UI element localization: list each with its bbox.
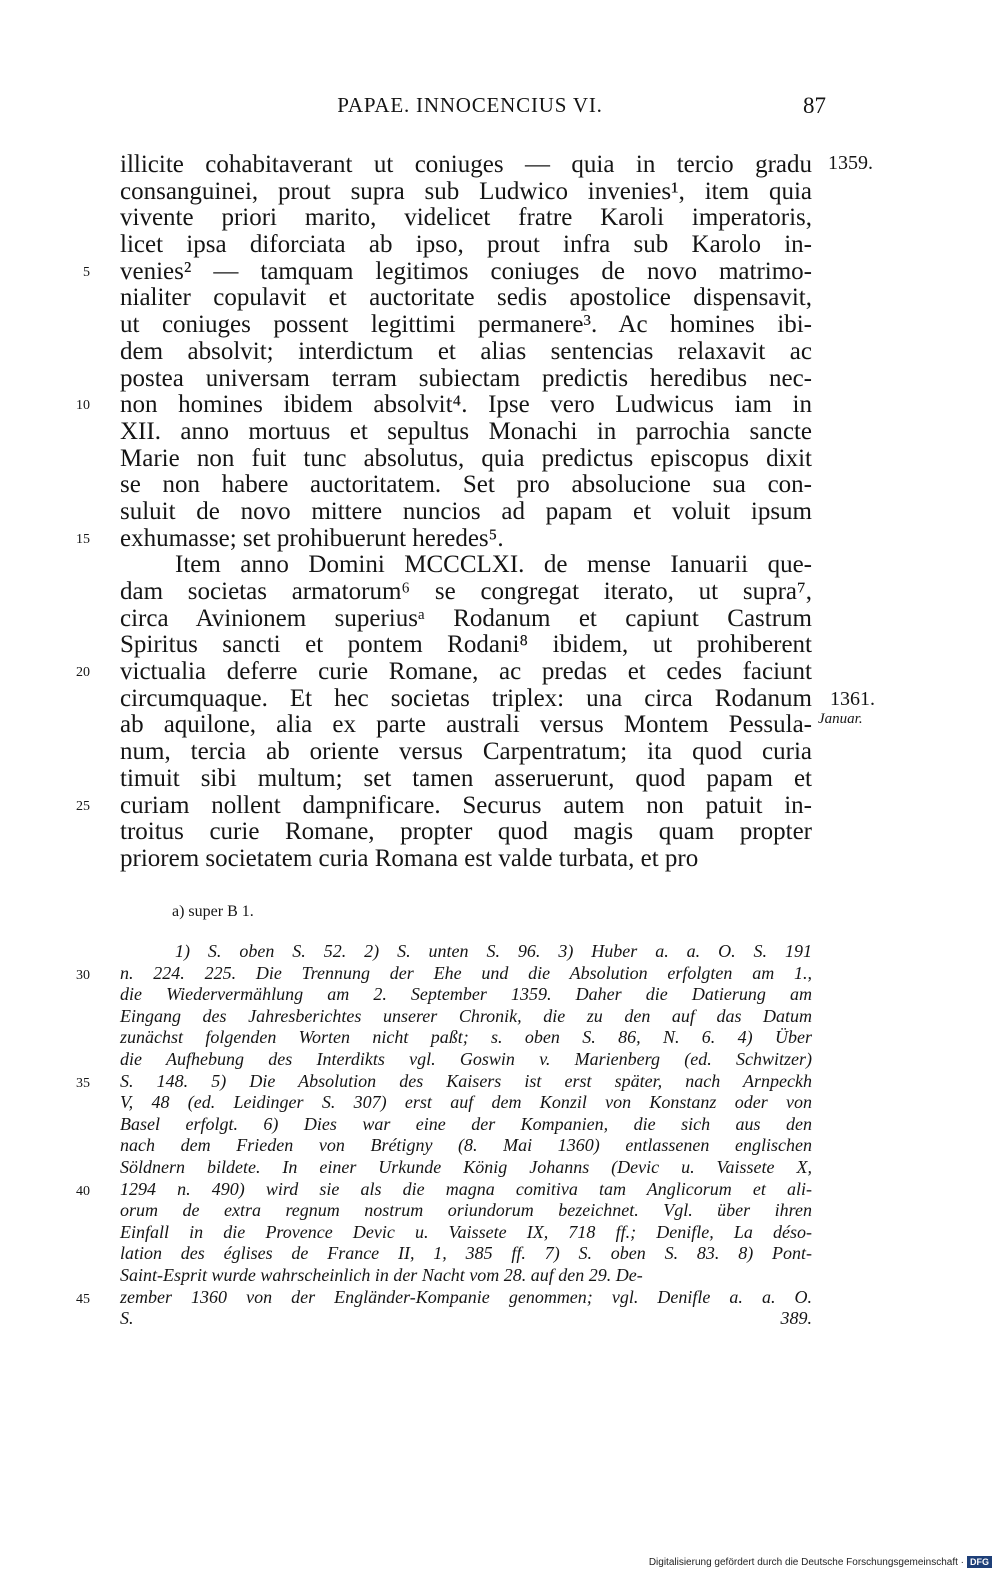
- line-number: 45: [76, 1291, 90, 1307]
- line-number: 15: [76, 531, 90, 547]
- footnote-line: [120, 1006, 812, 1028]
- footnote-line: [76, 1070, 812, 1093]
- text-line: [120, 285, 812, 312]
- line-text: Basel erfolgt. 6) Dies war eine der Kompanien, die sich aus den: [120, 1113, 812, 1134]
- line-text: illicite cohabitaverant ut coniuges — quia in tercio gradu: [120, 151, 812, 178]
- line-text: S. 389.: [120, 1308, 812, 1329]
- margin-year-note: 1361.: [830, 688, 875, 710]
- dfg-logo: DFG: [967, 1556, 992, 1568]
- line-text: victualia deferre curie Romane, ac predas et cedes faciunt: [120, 658, 812, 686]
- footnote-line: [120, 1027, 812, 1049]
- line-text: n. 224. 225. Die Trennung der Ehe und die Absolution erfolgten am 1.,: [120, 962, 812, 983]
- line-text: ab aquilone, alia ex parte australi versus Montem Pessula-: [120, 711, 812, 739]
- footnote-line: [120, 1308, 812, 1330]
- line-text: nialiter copulavit et auctoritate sedis apostolice dispensavit,: [120, 284, 812, 312]
- footnote-line: [120, 1243, 812, 1265]
- line-text: nach dem Frieden von Brétigny (8. Mai 1360) entlassenen englischen: [120, 1135, 812, 1156]
- text-line: [76, 791, 812, 820]
- text-line: [120, 179, 812, 206]
- footnote-line: [120, 1135, 812, 1157]
- line-text: Söldnern bildete. In einer Urkunde König Johanns (Devic u. Vaissete X,: [120, 1156, 812, 1177]
- footnote-line: [120, 941, 812, 963]
- footnote-line: [76, 1178, 812, 1201]
- text-line: [120, 312, 812, 339]
- line-number: 10: [76, 398, 90, 414]
- line-text: non homines ibidem absolvit⁴. Ipse vero Ludwicus iam in: [120, 391, 812, 419]
- footnote-line: [120, 1222, 812, 1244]
- line-text: circumquaque. Et hec societas triplex: una circa Rodanum: [120, 684, 812, 712]
- line-number: 25: [76, 798, 90, 814]
- line-text: curiam nollent dampnificare. Securus autem non patuit in-: [120, 791, 812, 819]
- line-text: circa Avinionem superiusᵃ Rodanum et capiunt Castrum: [120, 604, 812, 632]
- footnotes: [76, 941, 812, 1330]
- line-text: die Wiedervermählung am 2. September 1359. Daher die Datierung am: [120, 984, 812, 1005]
- text-line: [120, 366, 812, 393]
- line-number: 20: [76, 665, 90, 681]
- main-text: [76, 151, 812, 873]
- text-line: [120, 205, 812, 232]
- line-number: 40: [76, 1183, 90, 1199]
- line-text: dam societas armatorum⁶ se congregat iterato, ut supra⁷,: [120, 578, 812, 605]
- line-text: Eingang des Jahresberichtes unserer Chronik, die zu den auf das Datum: [120, 1005, 812, 1026]
- line-text: venies² — tamquam legitimos coniuges de novo matrimo-: [120, 257, 812, 285]
- line-text: zember 1360 von der Engländer-Kompanie genommen; vgl. Denifle a. a. O.: [120, 1286, 812, 1307]
- text-line: [120, 632, 812, 659]
- footnote-line: [120, 1200, 812, 1222]
- line-text: suluit de novo mittere nuncios ad papam et voluit ipsum: [120, 497, 812, 525]
- text-line: [120, 579, 812, 606]
- line-text: 1) S. oben S. 52. 2) S. unten S. 96. 3) Huber a. a. O. S. 191: [175, 941, 812, 961]
- line-text: S. 148. 5) Die Absolution des Kaisers ist erst später, nach Arnpeckh: [120, 1070, 812, 1091]
- footnote-line: [76, 1286, 812, 1309]
- text-line: [120, 232, 812, 259]
- footnote-line: [120, 1049, 812, 1071]
- line-text: Saint-Esprit wurde wahrscheinlich in der Nacht vom 28. auf den 29. De-: [120, 1264, 643, 1285]
- line-text: V, 48 (ed. Leidinger S. 307) erst auf dem Konzil von Konstanz oder von: [120, 1092, 812, 1113]
- credit-text: Digitalisierung gefördert durch die Deutsche Forschungsgemeinschaft ·: [648, 1556, 964, 1568]
- line-text: licet ipsa diforciata ab ipso, prout infra sub Karolo in-: [120, 231, 812, 259]
- line-text: 1294 n. 490) wird sie als die magna comitiva tam Anglicorum et ali-: [120, 1178, 812, 1199]
- margin-month-note: Januar.: [818, 711, 863, 727]
- running-title: PAPAE. INNOCENCIUS VI.: [337, 93, 603, 117]
- text-line: [120, 712, 812, 739]
- footnote-line: [120, 1157, 812, 1179]
- line-text: exhumasse; set prohibuerunt heredes⁵.: [120, 524, 504, 552]
- text-line: [120, 766, 812, 793]
- text-line: [120, 499, 812, 526]
- line-number: 35: [76, 1075, 90, 1091]
- line-text: orum de extra regnum nostrum oriundorum bezeichnet. Vgl. über ihren: [120, 1200, 812, 1221]
- line-text: consanguinei, prout supra sub Ludwico invenies¹, item quia: [120, 177, 812, 205]
- footnote-line: [120, 984, 812, 1006]
- line-text: zunächst folgenden Worten nicht paßt; s. oben S. 86, N. 6. 4) Über: [120, 1027, 812, 1048]
- line-text: postea universam terram subiectam predictis heredibus nec-: [120, 364, 812, 392]
- line-text: num, tercia ab oriente versus Carpentratum; ita quod curia: [120, 738, 812, 766]
- text-line: [120, 819, 812, 846]
- margin-year-note: 1359.: [828, 152, 873, 174]
- line-text: se non habere auctoritatem. Set pro absolucione sua con-: [120, 471, 812, 499]
- text-line: [120, 446, 812, 473]
- text-line: [120, 606, 812, 633]
- line-text: lation des églises de France II, 1, 385 ff. 7) S. oben S. 83. 8) Pont-: [120, 1243, 812, 1264]
- digitization-credit: [649, 1556, 992, 1568]
- text-line: [120, 846, 812, 873]
- text-line: [120, 686, 812, 713]
- line-text: die Aufhebung des Interdikts vgl. Goswin v. Marienberg (ed. Schwitzer): [120, 1048, 812, 1069]
- text-line: [76, 391, 812, 419]
- line-text: priorem societatem curia Romana est valde turbata, et pro: [120, 844, 699, 872]
- line-text: vivente priori marito, videlicet fratre Karoli imperatoris,: [120, 204, 812, 232]
- text-line: [120, 739, 812, 766]
- line-number: 30: [76, 967, 90, 983]
- line-text: timuit sibi multum; set tamen asseruerunt, quod papam et: [120, 764, 812, 792]
- footnote-line: [120, 1265, 812, 1287]
- line-text: dem absolvit; interdictum et alias sentencias relaxavit ac: [120, 337, 812, 365]
- text-line: [120, 339, 812, 366]
- footnote-line: [120, 1092, 812, 1114]
- line-text: Marie non fuit tunc absolutus, quia predictus episcopus dixit: [120, 444, 812, 472]
- line-text: Item anno Domini MCCCLXI. de mense Ianuarii que-: [175, 551, 812, 579]
- line-number: 5: [83, 264, 90, 280]
- line-text: XII. anno mortuus et sepultus Monachi in parrochia sancte: [120, 417, 812, 445]
- line-text: ut coniuges possent legittimi permanere³. Ac homines ibi-: [120, 311, 812, 339]
- text-line: [76, 524, 812, 553]
- line-text: Spiritus sancti et pontem Rodani⁸ ibidem, ut prohiberent: [120, 631, 812, 659]
- footnote-line: [120, 1114, 812, 1136]
- text-line: [120, 552, 812, 579]
- text-line: [76, 658, 812, 686]
- line-text: Einfall in die Provence Devic u. Vaissete IX, 718 ff.; Denifle, La déso-: [120, 1221, 812, 1242]
- text-line: [120, 419, 812, 446]
- text-line: [83, 257, 812, 286]
- line-text: troitus curie Romane, propter quod magis quam propter: [120, 818, 812, 846]
- text-line: [120, 152, 812, 179]
- critical-apparatus: a) super B 1.: [172, 903, 254, 920]
- text-line: [120, 472, 812, 499]
- footnote-line: [76, 962, 812, 985]
- page-number: 87: [803, 93, 826, 118]
